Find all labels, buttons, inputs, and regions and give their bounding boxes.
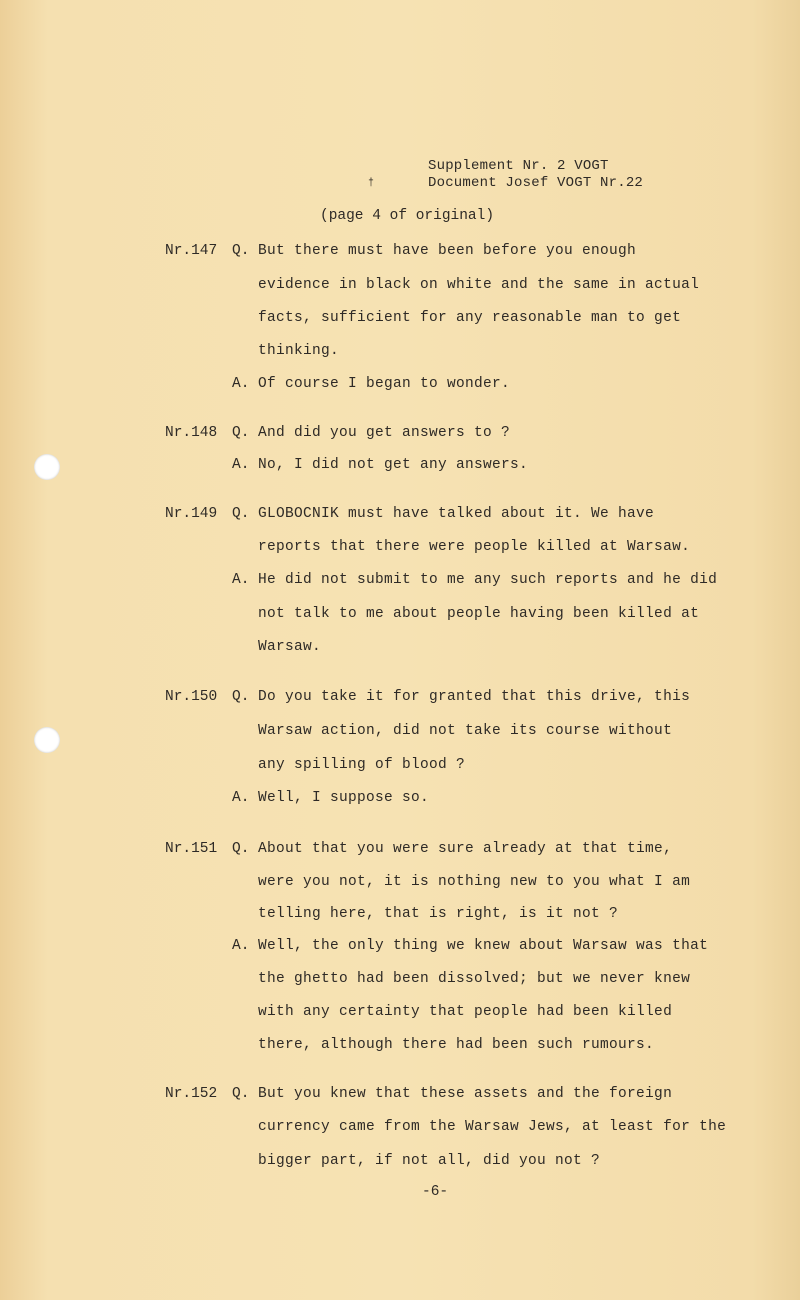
punch-hole [34, 727, 60, 753]
question-line: Do you take it for granted that this drive, this [258, 689, 691, 705]
question-line: facts, sufficient for any reasonable man to get [258, 310, 682, 326]
entry-number: Nr.147 [165, 243, 218, 259]
question-line: About that you were sure already at that time, [258, 841, 673, 857]
answer-line: the ghetto had been dissolved; but we never knew [258, 971, 691, 987]
answer-line: Well, the only thing we knew about Warsaw was that [258, 938, 709, 954]
margin-mark: † [368, 178, 375, 189]
answer-line: with any certainty that people had been killed [258, 1004, 673, 1020]
document-line: Document Josef VOGT Nr.22 [428, 175, 644, 191]
page-number: -6- [422, 1184, 449, 1200]
question-line: bigger part, if not all, did you not ? [258, 1153, 601, 1169]
question-line: But you knew that these assets and the foreign [258, 1086, 673, 1102]
answer-label: A. [232, 572, 250, 588]
entry-number: Nr.150 [165, 689, 218, 705]
question-line: telling here, that is right, is it not ? [258, 906, 619, 922]
question-line: But there must have been before you enough [258, 243, 637, 259]
answer-label: A. [232, 790, 250, 806]
question-line: reports that there were people killed at Warsaw. [258, 539, 691, 555]
question-label: Q. [232, 425, 250, 441]
answer-line: Of course I began to wonder. [258, 376, 511, 392]
entry-number: Nr.151 [165, 841, 218, 857]
answer-line: Warsaw. [258, 639, 322, 655]
answer-label: A. [232, 376, 250, 392]
question-line: were you not, it is nothing new to you what I am [258, 874, 691, 890]
question-label: Q. [232, 841, 250, 857]
question-label: Q. [232, 243, 250, 259]
answer-line: No, I did not get any answers. [258, 457, 529, 473]
entry-number: Nr.152 [165, 1086, 218, 1102]
answer-line: not talk to me about people having been killed at [258, 606, 700, 622]
answer-line: there, although there had been such rumours. [258, 1037, 655, 1053]
question-line: any spilling of blood ? [258, 757, 466, 773]
question-label: Q. [232, 1086, 250, 1102]
punch-hole [34, 454, 60, 480]
question-line: Warsaw action, did not take its course without [258, 723, 673, 739]
answer-label: A. [232, 457, 250, 473]
supplement-line: Supplement Nr. 2 VOGT [428, 158, 609, 174]
page-reference: (page 4 of original) [320, 208, 495, 224]
question-line: thinking. [258, 343, 340, 359]
answer-label: A. [232, 938, 250, 954]
answer-line: He did not submit to me any such reports and he did [258, 572, 718, 588]
question-line: currency came from the Warsaw Jews, at least for the [258, 1119, 727, 1135]
question-line: evidence in black on white and the same in actual [258, 277, 700, 293]
entry-number: Nr.149 [165, 506, 218, 522]
question-line: And did you get answers to ? [258, 425, 511, 441]
question-label: Q. [232, 689, 250, 705]
entry-number: Nr.148 [165, 425, 218, 441]
question-label: Q. [232, 506, 250, 522]
answer-line: Well, I suppose so. [258, 790, 430, 806]
question-line: GLOBOCNIK must have talked about it. We have [258, 506, 655, 522]
